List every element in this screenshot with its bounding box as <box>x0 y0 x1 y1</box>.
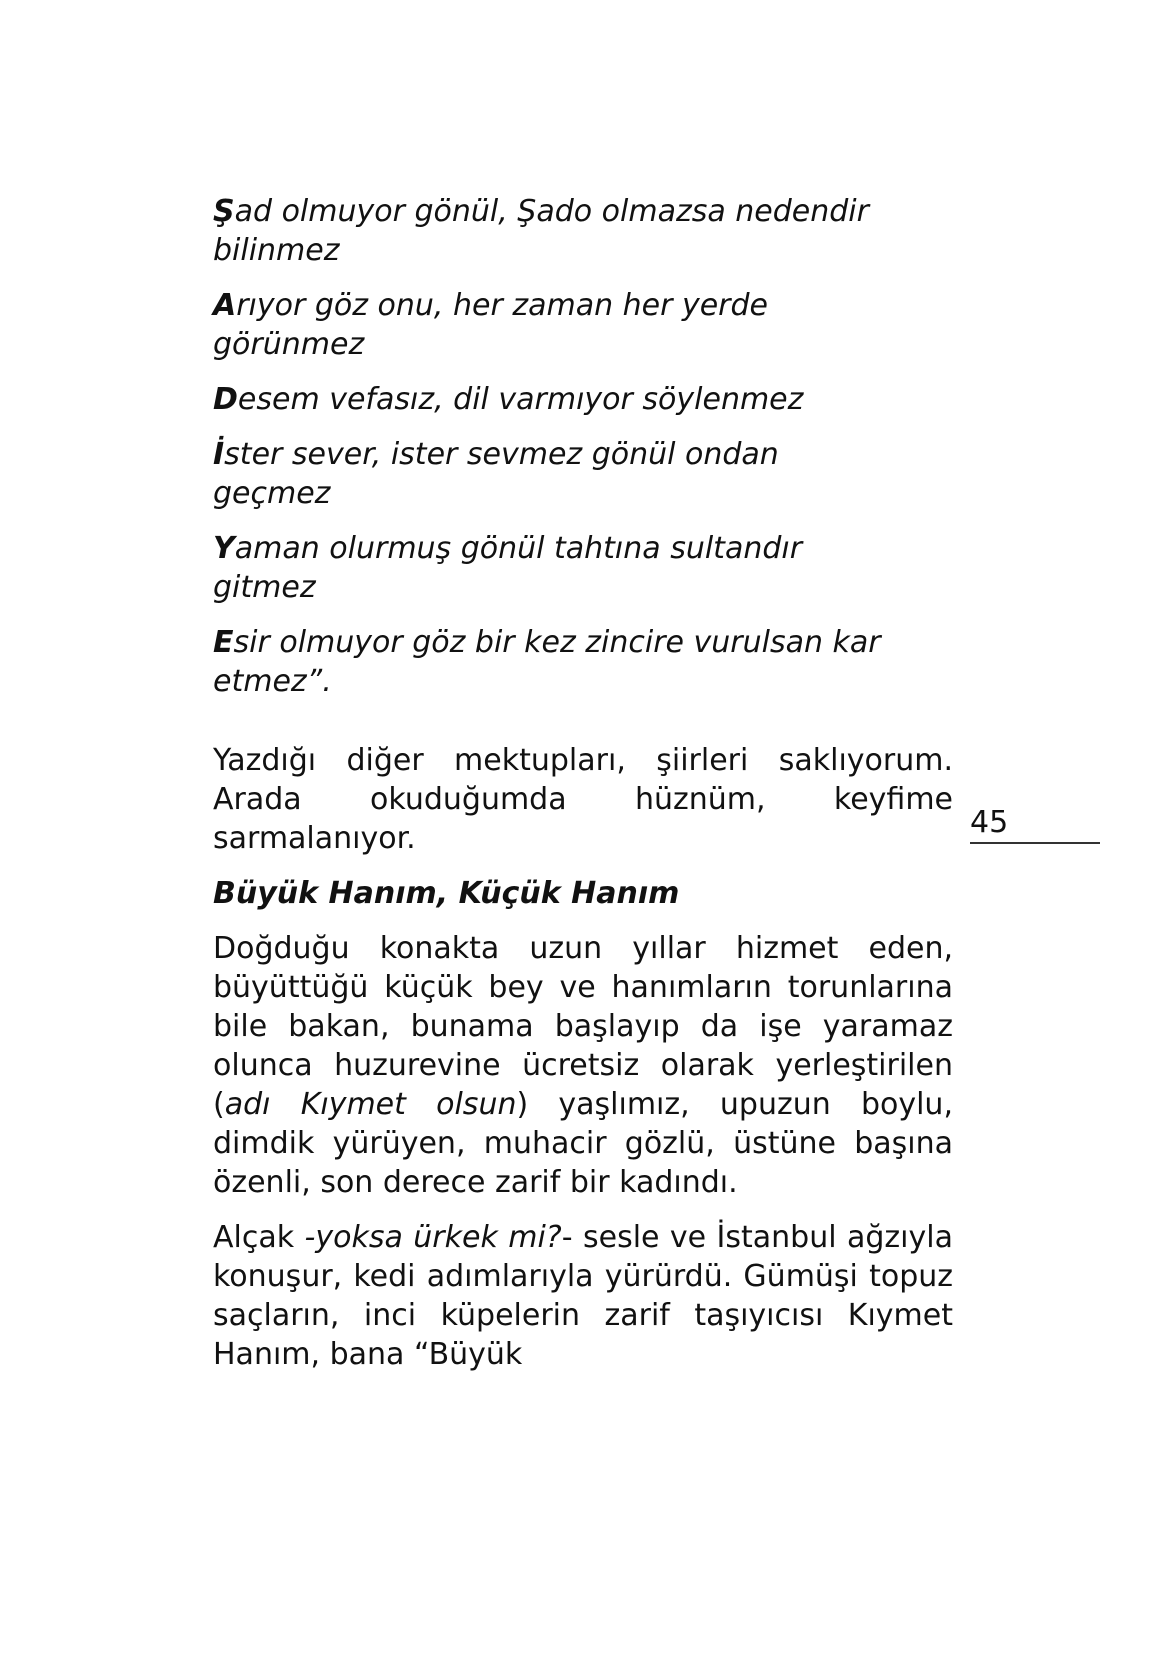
poem-initial: E <box>213 625 234 660</box>
paragraph-text: Doğduğu konakta uzun yıllar hizmet eden, büyüttüğü küçük bey ve hanımların torunlarına bile bakan, bunama başlayıp da işe yaramaz olunca huzurevine ücretsiz olarak yerleştirilen ( <box>213 931 953 1122</box>
poem-line <box>213 286 813 364</box>
poem-line <box>213 623 893 701</box>
poem-line-text: aman olurmuş gönül tahtına sultandır gitmez <box>213 531 803 605</box>
poem-line-text: esem vefasız, dil varmıyor söylenmez <box>237 382 804 417</box>
page-number: 45 <box>970 805 1009 840</box>
poem-initial: Y <box>213 531 235 566</box>
paragraph-letters: Yazdığı diğer mektupları, şiirleri saklıyorum. Arada okuduğumda hüznüm, keyfime sarmalanıyor. <box>213 743 953 856</box>
paragraph-italic-text: adı Kıymet olsun <box>224 1087 517 1122</box>
poem-line-text: rıyor göz onu, her zaman her yerde görünmez <box>213 288 769 362</box>
page-text-column <box>213 192 953 1390</box>
section-heading: Büyük Hanım, Küçük Hanım <box>213 876 680 911</box>
paragraph-text: ) yaşlımız, upuzun boylu, dimdik yürüyen, muhacir gözlü, üstüne başına özenli, son derece zarif bir kadındı. <box>213 1087 953 1200</box>
poem-line-text: sir olmuyor göz bir kez zincire vurulsan kar etmez”. <box>213 625 881 699</box>
poem-initial: A <box>213 288 237 323</box>
poem-initial: Ş <box>213 194 235 229</box>
poem-line <box>213 435 833 513</box>
poem-line-text: ad olmuyor gönül, Şado olmazsa nedendir bilinmez <box>213 194 869 268</box>
paragraph-italic-text: -yoksa ürkek mi? <box>304 1220 562 1255</box>
poem-line-text: ster sever, ister sevmez gönül ondan geçmez <box>213 437 779 511</box>
page-number-rule <box>970 842 1100 844</box>
paragraph-kiymet-intro <box>213 929 953 1202</box>
poem-initial: İ <box>213 437 225 472</box>
paragraph-text: Alçak <box>213 1220 305 1255</box>
poem-initial: D <box>213 382 238 417</box>
poem-line <box>213 529 853 607</box>
paragraph-kiymet-manner <box>213 1218 953 1374</box>
poem-line <box>213 192 953 270</box>
paragraph-text: - sesle ve İstanbul ağzıyla konuşur, kedi adımlarıyla yürürdü. Gümüşi topuz saçların, inci küpelerin zarif taşıyıcısı Kıymet Hanım, bana “Büyük <box>213 1220 953 1372</box>
acrostic-poem <box>213 192 953 701</box>
poem-line <box>213 380 953 419</box>
